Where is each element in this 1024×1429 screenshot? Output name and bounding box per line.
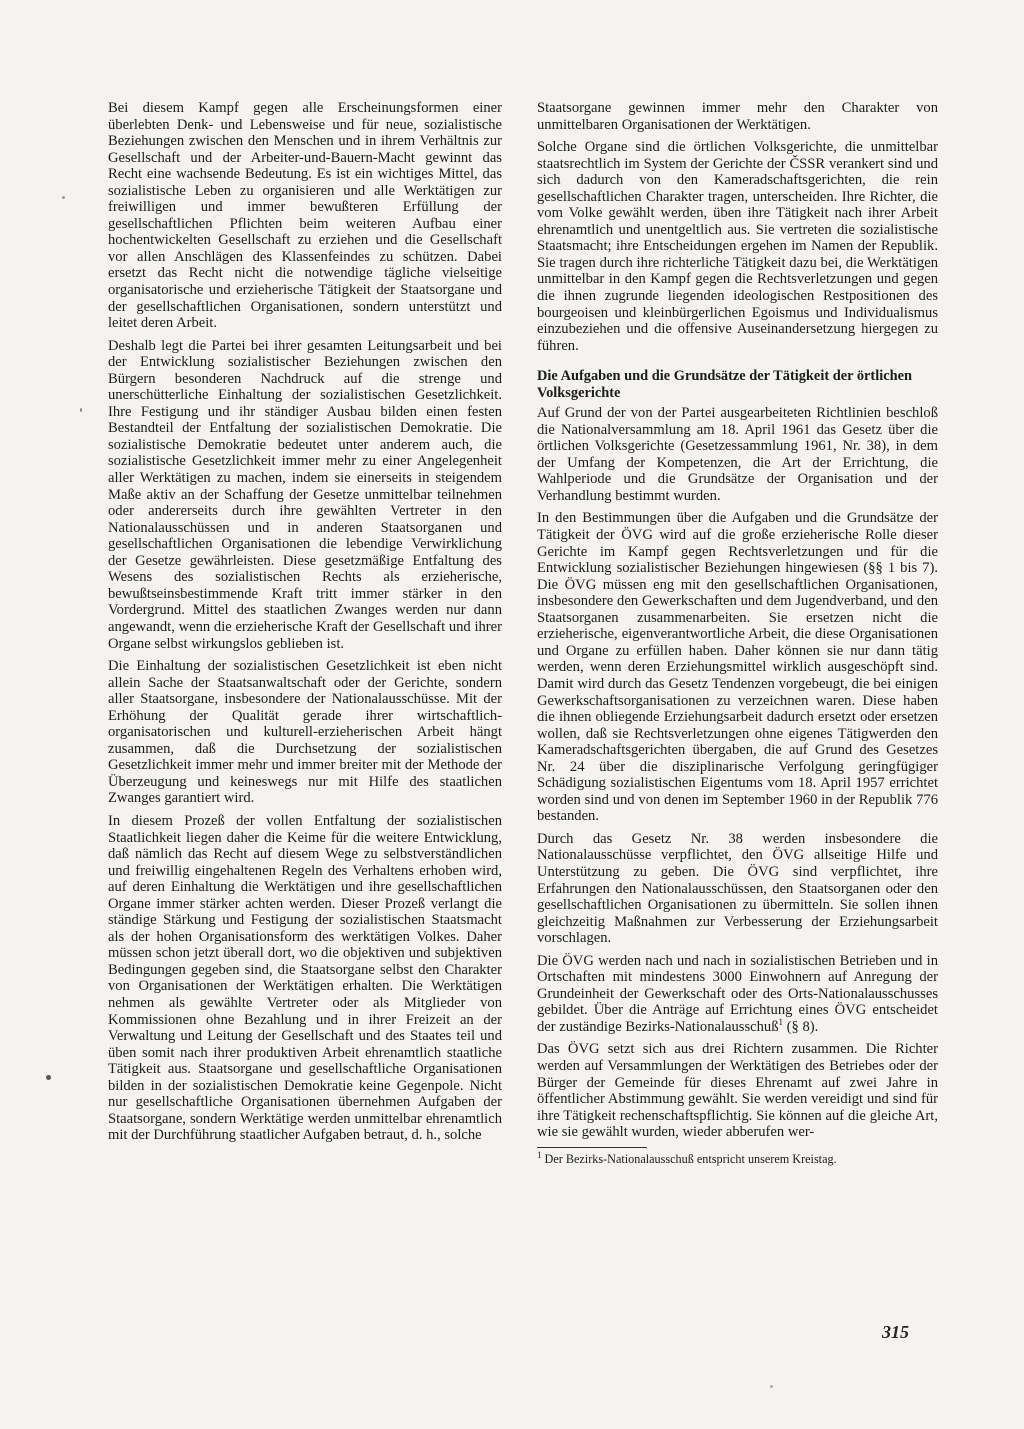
scan-speck (80, 408, 82, 412)
left-column (108, 100, 502, 1150)
right-column (537, 100, 938, 1172)
paragraph: Das ÖVG setzt sich aus drei Richtern zusammen. Die Richter werden auf Versammlungen der Werktätigen des Betriebes oder der Bürger der Gemeinde für dieses Ehrenamt auf zwei Jahre in öffentlicher Abstimmung gewählt. Sie werden vereidigt und sind für ihre Tätigkeit rechenschaftspflichtig. Sie können auf die gleiche Art, wie sie gewählt wurden, wieder abberufen wer- (537, 1041, 938, 1141)
footnote-reference: 1 (778, 1017, 784, 1028)
footnote-number: 1 (537, 1149, 542, 1160)
scan-speck (62, 196, 65, 199)
paragraph: Auf Grund der von der Partei ausgearbeiteten Richtlinien beschloß die Nationalversammlung am 18. April 1961 das Gesetz über die örtlichen Volksgerichte (Gesetzessammlung 1961, Nr. 38), in dem der Umfang der Kompetenzen, die Art der Errichtung, die Wahlperiode und die Grundsätze der Organisation und der Verhandlung bestimmt wurden. (537, 405, 938, 504)
paragraph: Die Einhaltung der sozialistischen Gesetzlichkeit ist eben nicht allein Sache der Staatsanwaltschaft oder der Gerichte, sondern aller Staatsorgane, insbesondere der Nationalausschüsse. Mit der Erhöhung der Qualität gerade ihrer wirtschaftlich-organisatorischen und kulturell-erzieherischen Arbeit hängt zusammen, daß die Durchsetzung der sozialistischen Gesetzlichkeit immer mehr und immer breiter mit der Methode der Überzeugung und keineswegs nur mit Hilfe des staatlichen Zwanges garantiert wird. (108, 658, 502, 807)
paragraph: In den Bestimmungen über die Aufgaben und die Grundsätze der Tätigkeit der ÖVG wird auf die große erzieherische Rolle dieser Gerichte im Kampf gegen Rechtsverletzungen und für die Entwicklung sozialistischer Beziehungen hingewiesen (§§ 1 bis 7). Die ÖVG müssen eng mit den gesellschaftlichen Organisationen, insbesondere den Gewerkschaften und dem Jugendverband, und den Staatsorganen zusammenarbeiten. Sie ersetzen nicht die erzieherische, eigenverantwortliche Arbeit, die diese Organisationen und Organe zu erfüllen haben. Daher können sie nur dann tätig werden, wenn deren Erziehungsmittel wirklich ausgeschöpft sind. Damit wird durch das Gesetz Tendenzen vorgebeugt, die bei einigen Gewerkschaftsorganisationen zu verzeichnen waren. Diese haben die ihnen obliegende Erziehungsarbeit dadurch ersetzt oder ersetzen wollen, daß sie Rechtsverletzungen ohne eigenes Tätigwerden den Kameradschaftsgerichten übergaben, die auf Grund des Gesetzes Nr. 24 über die disziplinarische Verfolgung geringfügiger Schädigung sozialistischen Eigentums vom 18. April 1957 errichtet worden sind und von denen im September 1960 in der Republik 776 bestanden. (537, 510, 938, 825)
scan-speck (770, 1385, 773, 1388)
paragraph: Staatsorgane gewinnen immer mehr den Charakter von unmittelbaren Organisationen der Werktätigen. (537, 100, 938, 133)
paragraph: In diesem Prozeß der vollen Entfaltung der sozialistischen Staatlichkeit liegen daher die Keime für die weitere Entwicklung, daß nämlich das Recht auf diesem Wege zu selbstverständlichen und freiwillig eingehaltenen Regeln des Verhaltens erhoben wird, auf deren Einhaltung die Werktätigen und ihre gesellschaftlichen Organe immer stärker achten werden. Dieser Prozeß verlangt die ständige Stärkung und Festigung der sozialistischen Staatsmacht als der hohen Organisationsform des werktätigen Volkes. Daher müssen schon jetzt überall dort, wo die objektiven und subjektiven Bedingungen gegeben sind, die Staatsorgane selbst den Charakter von Organisationen der Werktätigen erhalten. Die Werktätigen nehmen als gewählte Vertreter oder als Mitglieder von Kommissionen ohne Bezahlung und in ihrer Freizeit an der Verwaltung und Leitung der Gesellschaft und des Staates teil und üben somit nach ihrer produktiven Arbeit ehrenamtlich staatliche Tätigkeit aus. Staatsorgane und gesellschaftliche Organisationen bilden in der sozialistischen Demokratie keine Gegenpole. Nicht nur gesellschaftliche Organisationen übernehmen Aufgaben der Staatsorgane, sondern Werktätige werden unmittelbar ehrenamtlich mit der Durchführung staatlicher Aufgaben betraut, d. h., solche (108, 812, 502, 1144)
paragraph-text-end: (§ 8). (783, 1018, 819, 1035)
paragraph: Solche Organe sind die örtlichen Volksgerichte, die unmittelbar staatsrechtlich im System der Gerichte der ČSSR verankert sind und sich dadurch von den Kameradschaftsgerichten, die rein gesellschaftlichen Charakter tragen, unterscheiden. Ihre Richter, die vom Volke gewählt werden, üben ihre Tätigkeit nach ihrer Arbeit ehrenamtlich und unentgeltlich aus. Sie vertreten die sozialistische Staatsmacht; ihre Entscheidungen ergehen im Namen der Republik. Sie tragen durch ihre richterliche Tätigkeit dazu bei, die Werktätigen unmittelbar in den Kampf gegen die Rechtsverletzungen und gegen die ihnen zugrunde liegenden ideologischen Restpositionen des bourgeoisen und kleinbürgerlichen Egoismus und Individualismus einzubeziehen und die offensive Auseinandersetzung hiergegen zu führen. (537, 139, 938, 354)
paragraph: Deshalb legt die Partei bei ihrer gesamten Leitungsarbeit und bei der Entwicklung sozialistischer Beziehungen zwischen den Bürgern besonderen Nachdruck auf die strenge und unerschütterliche Einhaltung der sozialistischen Gesetzlichkeit. Ihre Festigung und ihr ständiger Ausbau bilden einen festen Bestandteil der Entfaltung der sozialistischen Demokratie. Die sozialistische Demokratie bedeutet unter anderem auch, die sozialistische Gesetzlichkeit immer mehr zu einer Angelegenheit aller Werktätigen zu machen, indem sie einerseits in steigendem Maße aktiv an der Schaffung der Gesetze unmittelbar teilnehmen oder andererseits durch ihre gewählten Vertreter in den Nationalausschüssen und in anderen Staatsorganen und gesellschaftlichen Organisationen die lebendige Verwirklichung der Gesetze gewährleisten. Diese gesetzmäßige Entfaltung des Wesens des sozialistischen Rechts als erzieherische, bewußtseinsbestimmende Kraft tritt immer stärker in den Vordergrund. Mittel des staatlichen Zwanges werden nur dann angewandt, wenn die erzieherische Kraft der Gesellschaft und ihrer Organe selbst wirkungslos geblieben ist. (108, 337, 502, 652)
scan-speck (46, 1075, 51, 1080)
footnote-divider (537, 1147, 647, 1148)
footnote (537, 1149, 938, 1166)
paragraph: Bei diesem Kampf gegen alle Erscheinungsformen einer überlebten Denk- und Lebensweise und für neue, sozialistische Beziehungen zwischen den Menschen und in ihrem Verhältnis zur Gesellschaft und der Arbeiter-und-Bauern-Macht gewinnt das Recht eine wachsende Bedeutung. Es ist ein wichtiges Mittel, das sozialistische Leben zu organisieren und alle Werktätigen zur freiwilligen und immer bewußteren Erfüllung der gesellschaftlichen Pflichten beim weiteren Aufbau einer hochentwickelten Gesellschaft zu erziehen und die Gesellschaft vor allen Anschlägen des Klassenfeindes zu schützen. Dabei ersetzt das Recht nicht die notwendige tägliche vielseitige organisatorische und erzieherische Tätigkeit der Staatsorgane und der gesellschaftlichen Organisationen, sondern unterstützt und leitet deren Arbeit. (108, 100, 502, 332)
paragraph-text: Die ÖVG werden nach und nach in sozialistischen Betrieben und in Ortschaften mit mindestens 3000 Einwohnern auf Anregung der Grundeinheit der Gewerkschaft oder des Orts-Nationalausschusses gebildet. Über die Anträge auf Errichtung eines ÖVG entscheidet der zuständige Bezirks-Nationalausschuß (537, 952, 938, 1035)
page-number: 315 (882, 1322, 909, 1342)
footnote-text: Der Bezirks-Nationalausschuß entspricht unserem Kreistag. (541, 1151, 837, 1166)
paragraph: Durch das Gesetz Nr. 38 werden insbesondere die Nationalausschüsse verpflichtet, den ÖVG allseitige Hilfe und Unterstützung zu geben. Die ÖVG sind verpflichtet, ihre Erfahrungen den Nationalausschüssen, den Staatsorganen oder den gesellschaftlichen Organisationen zu übermitteln. Sie sollen ihnen gleichzeitig Maßnahmen zur Verbesserung der Erziehungsarbeit vorschlagen. (537, 830, 938, 947)
paragraph-with-footnote (537, 953, 938, 1036)
section-heading: Die Aufgaben und die Grundsätze der Tätigkeit der örtlichen Volksgerichte (537, 368, 912, 401)
